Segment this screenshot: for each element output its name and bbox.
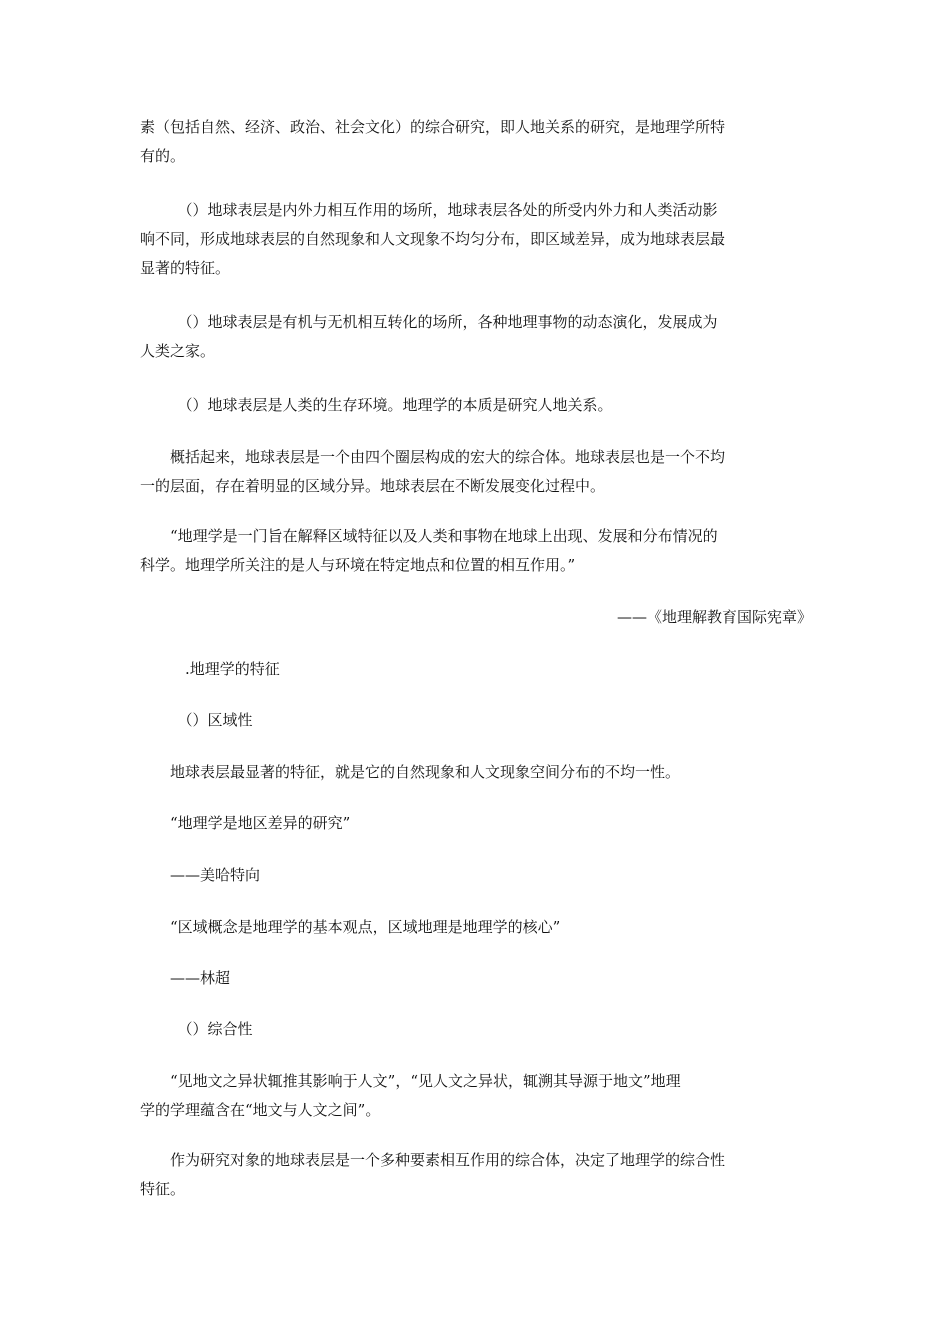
text-line: “地理学是地区差异的研究” — [140, 814, 351, 832]
quote-attribution-hartshorne — [140, 861, 812, 890]
text-line: 学的学理蕴含在“地文与人文之间”。 — [140, 1101, 381, 1119]
quote-hartshorne — [140, 809, 812, 838]
paragraph-regionality — [140, 758, 812, 787]
text-line: 作为研究对象的地球表层是一个多种要素相互作用的综合体，决定了地理学的综合性 — [140, 1151, 726, 1169]
text-line: 显著的特征。 — [140, 259, 231, 277]
text-line: （）区域性 — [140, 711, 253, 729]
paragraph-summary — [140, 443, 812, 501]
quote-charter — [140, 522, 812, 580]
text-line: 概括起来，地球表层是一个由四个圈层构成的宏大的综合体。地球表层也是一个不均 — [140, 448, 726, 466]
text-line: 响不同，形成地球表层的自然现象和人文现象不均匀分布，即区域差异，成为地球表层最 — [140, 230, 726, 248]
text-line: 特征。 — [140, 1180, 186, 1198]
paragraph-organic-inorganic — [140, 308, 812, 366]
text-line: 一的层面，存在着明显的区域分异。地球表层在不断发展变化过程中。 — [140, 477, 606, 495]
subheading-regionality — [140, 706, 812, 735]
quote-attribution-charter — [140, 603, 812, 632]
subheading-comprehensiveness — [140, 1015, 812, 1044]
text-line: 人类之家。 — [140, 342, 216, 360]
text-line: “区域概念是地理学的基本观点，区域地理是地理学的核心” — [140, 918, 561, 936]
text-line: （）综合性 — [140, 1020, 253, 1038]
text-line: 科学。地理学所关注的是人与环境在特定地点和位置的相互作用。” — [140, 556, 576, 574]
text-line: “见地文之异状辄推其影响于人文”，“见人文之异状，辄溯其导源于地文”地理 — [140, 1072, 681, 1090]
text-line: 素（包括自然、经济、政治、社会文化）的综合研究，即人地关系的研究，是地理学所特 — [140, 118, 726, 136]
paragraph-comprehensiveness — [140, 1146, 812, 1204]
text-line: （）地球表层是人类的生存环境。地理学的本质是研究人地关系。 — [140, 396, 613, 414]
quote-linchao — [140, 913, 812, 942]
text-line: （）地球表层是内外力相互作用的场所，地球表层各处的所受内外力和人类活动影 — [140, 201, 718, 219]
paragraph-living-environment — [140, 391, 812, 420]
paragraph-earth-human-text — [140, 1067, 812, 1125]
paragraph-force-interaction — [140, 196, 812, 283]
text-line: 有的。 — [140, 147, 186, 165]
quote-attribution-linchao — [140, 964, 812, 993]
text-line: “地理学是一门旨在解释区域特征以及人类和事物在地球上出现、发展和分布情况的 — [140, 527, 718, 545]
text-line: .地理学的特征 — [140, 660, 280, 678]
section-heading-features — [140, 655, 812, 684]
text-line: ——林超 — [140, 969, 231, 987]
paragraph-intro-continuation — [140, 113, 812, 171]
text-line: （）地球表层是有机与无机相互转化的场所，各种地理事物的动态演化，发展成为 — [140, 313, 718, 331]
text-line: ——《地理解教育国际宪章》 — [616, 608, 812, 626]
text-line: ——美哈特向 — [140, 866, 261, 884]
text-line: 地球表层最显著的特征，就是它的自然现象和人文现象空间分布的不均一性。 — [140, 763, 681, 781]
